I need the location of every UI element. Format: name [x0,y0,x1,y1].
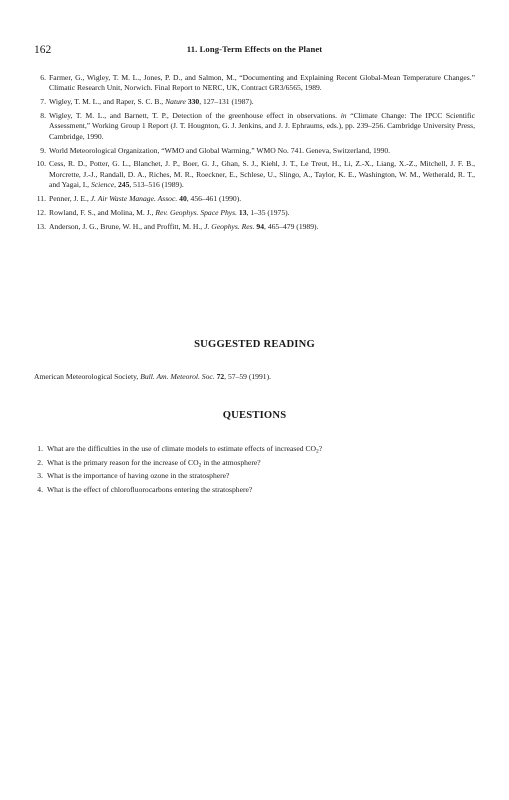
question-number: 2 . [34,458,43,468]
reference-number: 11 . [34,194,46,204]
text-run: American Meteorological Society, [34,372,141,381]
question-item [34,458,475,468]
question-text [47,485,252,494]
question-text [47,471,229,480]
reference-text [49,194,241,203]
text-run: Wigley, T. M. L., and Raper, S. C. B., [49,97,166,107]
text-run: in [340,111,347,120]
reference-item [34,222,475,232]
question-list [34,444,475,498]
reference-text [49,146,390,155]
reference-number: 7 . [34,97,46,107]
text-run: J. Geophys. Res. [204,221,255,231]
reference-text [49,73,475,92]
reference-number: 12 . [34,208,46,218]
page-number: 162 [34,44,52,56]
question-item [34,444,475,454]
text-run: Farmer, G., Wigley, T. M. L., Jones, P. D., and Salmon, M., “Documenting and Explaining Recent Global-Mean Temperature Changes.” Climatic Research Unit, Norwich. Final Report to NERC, UK, Contract GR3/6565, 1989. [49,73,475,93]
text-run: 2 [198,462,202,469]
text-run: , 456–461 (1990). [186,194,242,204]
text-run: Rowland, F. S., and Molina, M. J., [49,207,156,217]
questions-heading: QUESTIONS [222,410,287,421]
text-run: , [114,180,118,190]
text-run: Science [90,180,115,190]
running-head: 11. Long-Term Effects on the Planet [186,44,323,54]
question-item [34,485,475,495]
reference-item [34,208,475,218]
text-run: Rev. Geophys. Space Phys. [155,207,238,217]
question-text [47,444,322,453]
text-run: “Climate Change: The IPCC Scientific Assessment,” Working Group 1 Report (J. T. Hougnton, G. J. Jenkins, and J. J. Ephraums, eds.), pp. 239–256. Cambridge University Press, Cambridge, 1990. [49,111,475,141]
reference-text [49,208,290,217]
text-run: What is the effect of chlorofluorocarbons entering the stratosphere? [47,484,253,494]
question-item [34,471,475,481]
reference-number: 10 . [34,159,46,169]
text-run: 72 [216,372,225,381]
reference-number: 6 . [34,73,46,83]
page-header [34,44,475,58]
text-run: Bull. Am. Meteorol. Soc. [140,372,215,381]
reference-item [34,97,475,107]
text-run: , 1–35 (1975). [246,207,290,217]
text-run: 13 [238,207,247,217]
text-run: Penner, J. E., [49,194,91,204]
text-run: Wigley, T. M. L., and Barnett, T. P., Detection of the greenhouse effect in observations. [49,111,341,120]
reference-text [49,159,475,189]
reference-item [34,146,475,156]
reference-item [34,73,475,94]
text-run: 245 [117,180,130,190]
text-run: Anderson, J. G., Brune, W. H., and Proffitt, M. H., [49,221,205,231]
text-run: 40 [179,194,187,204]
question-number: 3 . [34,471,43,481]
reference-text [49,222,318,231]
question-number: 4 . [34,485,43,495]
suggested-reading-heading: SUGGESTED READING [194,339,315,350]
reference-number: 13 . [34,222,46,232]
text-run: , 57–59 (1991). [224,372,271,381]
reference-item [34,159,475,190]
text-run: 330 [187,97,200,107]
suggested-reading-entry [34,372,475,382]
reference-item [34,194,475,204]
reference-text [49,111,475,141]
text-run: What is the importance of having ozone in the stratosphere? [47,471,230,481]
text-run: World Meteorological Organization, “WMO and Global Warming,” WMO No. 741. Geneva, Switzerland, 1990. [49,145,391,155]
text-run: in the atmosphere? [201,457,261,467]
reference-number: 9 . [34,146,46,156]
question-text [47,458,261,467]
text-run: What is the primary reason for the increase of CO [47,457,199,467]
text-run: , 513–516 (1989). [129,180,184,190]
text-run: What are the difficulties in the use of climate models to estimate effects of increased CO [47,444,316,453]
text-run: Nature [165,97,186,107]
question-number: 1 . [34,444,43,454]
reference-list [34,73,475,235]
text-run: ? [318,444,323,453]
text-run: , 127–131 (1987). [199,97,254,107]
reference-number: 8 . [34,111,46,121]
reference-item [34,111,475,142]
text-run: 2 [316,448,319,455]
text-run: Cess, R. D., Potter, G. L., Blanchet, J. P., Boer, G. J., Ghan, S. J., Kiehl, J. T., Le Treut, H., Li, Z.-X., Liang, X.-Z., Mitchell, J. F. B., Morcrette, J.-J., Randall, D. A., Riches, M. R., Roeckner, E., Schlese, U., Slingo, A., Taylor, K. E., Washington, W. M., Wetherald, R. T., and Yagai, I., [49,159,475,190]
text-run: J. Air Waste Manage. Assoc. [90,194,178,204]
reference-text [49,97,254,106]
text-run: 94 [256,221,265,231]
text-run: , 465–479 (1989). [264,221,319,231]
